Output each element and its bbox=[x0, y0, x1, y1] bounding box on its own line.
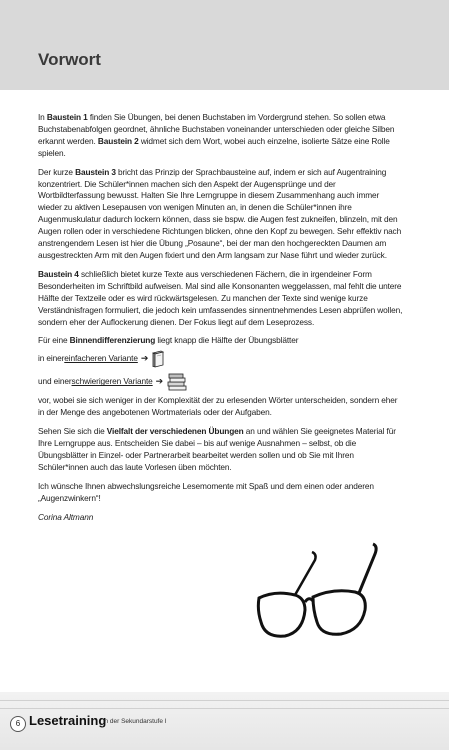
paragraph-baustein-1-2: In Baustein 1 finden Sie Übungen, bei denen Buchstaben im Vordergrund stehen. So sollen etwa Buchstabenabfolgen geordnet, ähnliche Buchstaben voneinander unterschieden oder gleiche Silben erkannt werden. Baustein 2 widmet sich dem Wort, wobei auch einzelne, isolierte Sätze eine Rolle spielen. bbox=[38, 112, 395, 158]
footer-series-title: Lesetraining bbox=[29, 713, 107, 728]
paragraph-variants-explanation: vor, wobei sie sich weniger in der Komplexität der zu erlesenden Wörter unterscheiden, sondern eher in der Menge des angebotenen Wortmaterials oder der Aufgaben. bbox=[38, 395, 398, 418]
header-band bbox=[0, 0, 449, 90]
arrow-right-icon: ➔ bbox=[155, 376, 164, 387]
hard-variant-line: und einer schwierigeren Variante ➔ bbox=[38, 372, 404, 392]
paragraph-baustein-4: Baustein 4 schließlich bietet kurze Texte aus verschiedenen Fächern, die in irgendeiner Form Besonderheiten im Schriftbild aufweisen. Mal sind alle Konsonanten weggelassen, mal fehlt die untere Hälfte der Textzeile oder es wird rückwärtsgelesen. Zu manchen der Texte sind wenige kurze Verständnisfragen formuliert, die jedoch kein umfassendes sinnentnehmendes Lesen abprüfen wollen, sondern eher der Auflockerung dienen. Der Fokus liegt auf dem Leseprozess. bbox=[38, 268, 403, 327]
paragraph-closing: Ich wünsche Ihnen abwechslungsreiche Lesemomente mit Spaß und dem einen oder anderen „Augenzwinkern“! bbox=[38, 480, 374, 503]
body-text bbox=[38, 112, 404, 530]
author-signature: Corina Altmann bbox=[38, 511, 94, 522]
footer-divider bbox=[0, 700, 449, 701]
page-title: Vorwort bbox=[38, 50, 101, 69]
book-stack-icon bbox=[166, 372, 188, 392]
easy-variant-line: in einer einfacheren Variante ➔ bbox=[38, 349, 404, 369]
footer-series-subtitle: in der Sekundarstufe I bbox=[103, 718, 167, 725]
paragraph-differenzierung: Für eine Binnendifferenzierung liegt knapp die Hälfte der Übungsblätter bbox=[38, 335, 299, 346]
single-book-icon bbox=[151, 350, 165, 368]
paragraph-baustein-3: Der kurze Baustein 3 bricht das Prinzip der Sprachbausteine auf, indem er sich auf Augentraining konzentriert. Die Schüler*innen machen sich den Aspekt der Augensprünge und der Wortbildterfassung bewusst. Halten Sie Ihre Lerngruppe in diesem Zusammenhang auch immer wieder zu aktiven Lesepausen von wenigen Minuten an, in denen die Schüler*innen ihre Augenmuskulatur dadurch lockern können, dass sie bspw. die Augen fest zukneifen, blinzeln, mit den Augen rollen oder in verschiedene Richtungen blicken, ohne den Kopf zu bewegen. Sehr effektiv nach anstrengendem Lesen ist hier die Übung „Posaune“, bei der man den hochgereckten Daumen am ausgestreckten Arm mit den Augen fixiert und den Arm langsam zur Nase führt und wieder zurück. bbox=[38, 166, 402, 260]
arrow-right-icon: ➔ bbox=[140, 353, 149, 364]
glasses-illustration bbox=[255, 540, 385, 640]
page-number: 6 bbox=[10, 716, 26, 732]
paragraph-vielfalt: Sehen Sie sich die Vielfalt der verschiedenen Übungen an und wählen Sie geeignetes Material für Ihre Lerngruppe aus. Entscheiden Sie dabei – bis auf wenige Ausnahmen – selbst, ob die Übungsblätter in Einzel- oder Partnerarbeit bearbeitet werden sollen und ob Sie mit Ihren Schüler*innen auch das laute Vorlesen üben möchten. bbox=[38, 426, 396, 472]
footer-divider bbox=[0, 708, 449, 709]
